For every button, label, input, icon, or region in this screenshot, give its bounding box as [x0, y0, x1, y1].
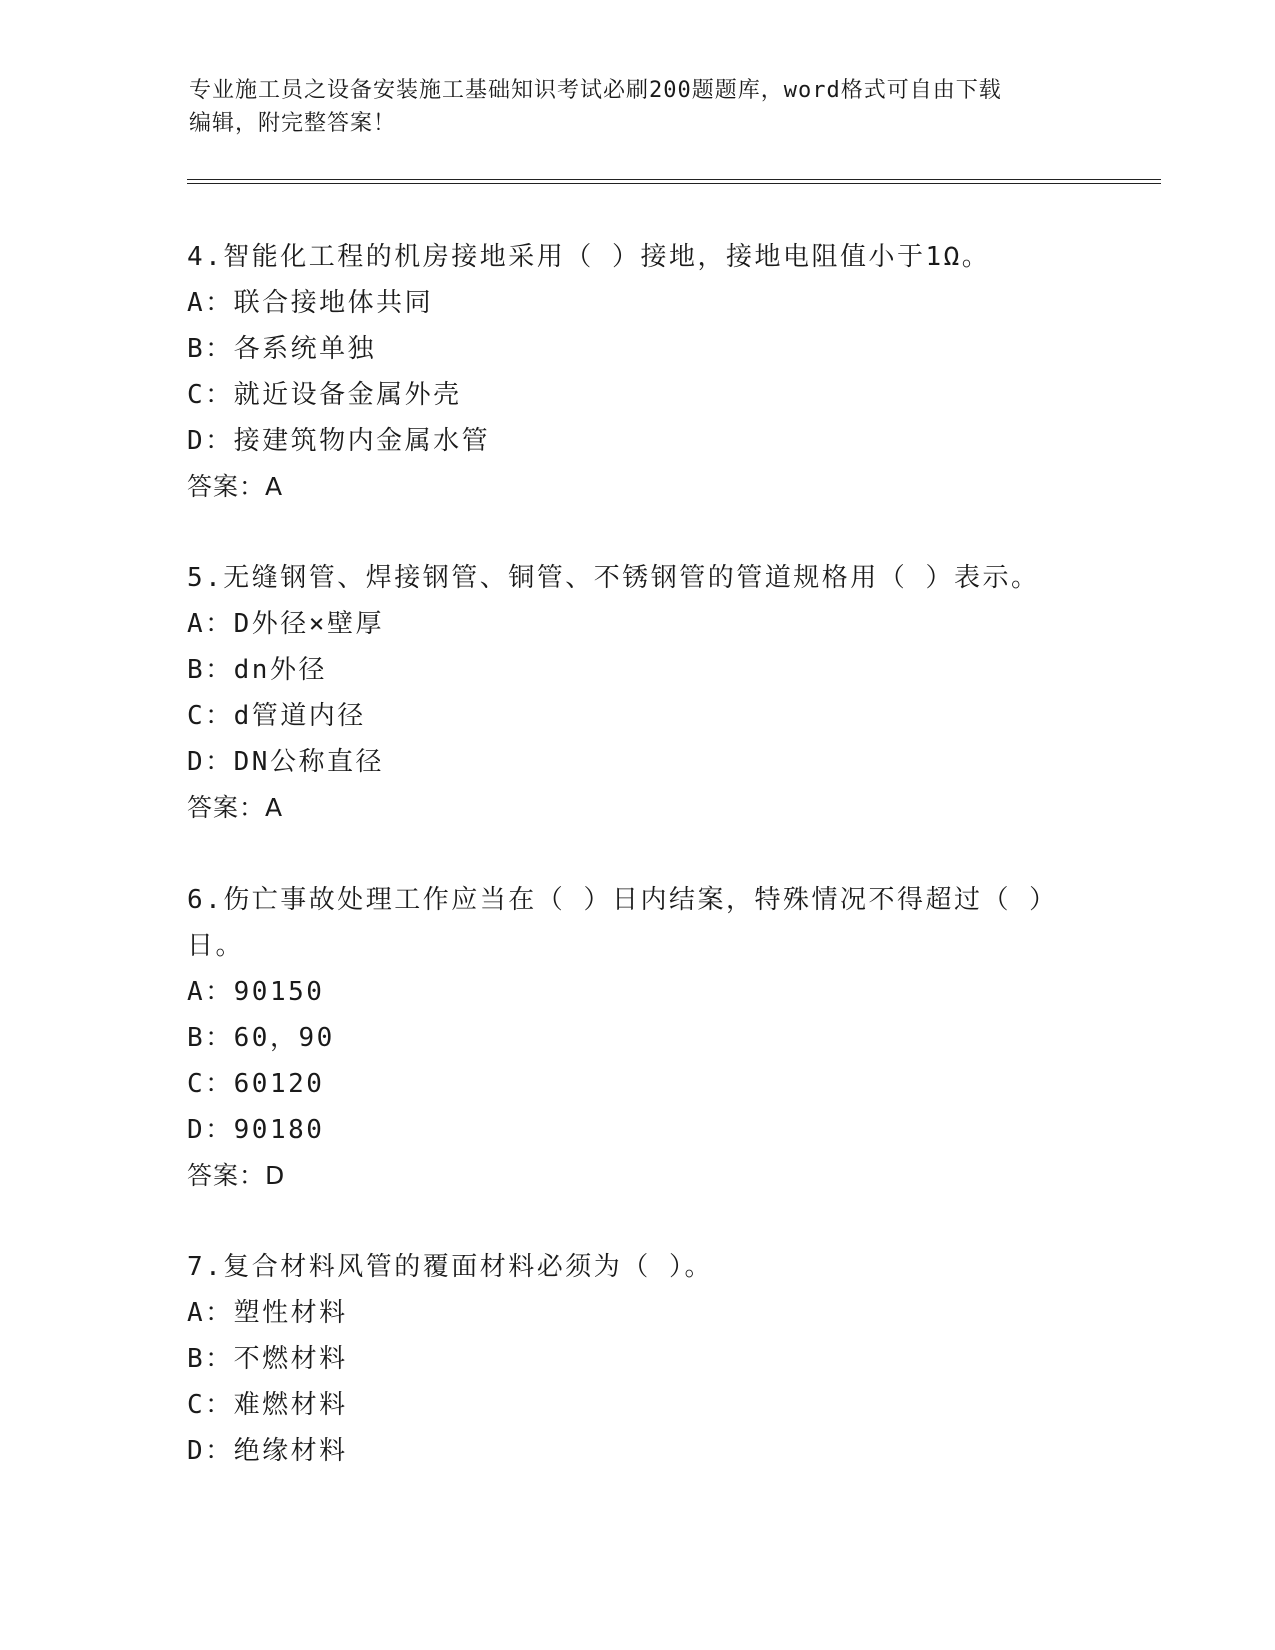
- question-5: [187, 555, 1087, 831]
- header-divider-top: [187, 179, 1161, 180]
- question-7: [187, 1244, 1087, 1474]
- option-b: B：dn外径: [187, 655, 327, 685]
- option-d: D：DN公称直径: [187, 747, 384, 777]
- option-c: C：60120: [187, 1069, 325, 1099]
- answer-line: 答案：A: [187, 472, 284, 501]
- question-4: [187, 234, 1087, 510]
- question-stem-line-2: 日。: [187, 931, 245, 961]
- option-d: D：绝缘材料: [187, 1436, 348, 1466]
- answer-line: 答案：D: [187, 1161, 286, 1190]
- question-stem-line-1: 6.伤亡事故处理工作应当在（ ）日内结案，特殊情况不得超过（ ）: [187, 885, 1058, 915]
- document-header: [189, 74, 1089, 140]
- question-stem: 5.无缝钢管、焊接钢管、铜管、不锈钢管的管道规格用（ ）表示。: [187, 563, 1040, 593]
- question-stem: 4.智能化工程的机房接地采用（ ）接地，接地电阻值小于1Ω。: [187, 242, 991, 272]
- option-a: A：联合接地体共同: [187, 288, 434, 318]
- option-d: D：接建筑物内金属水管: [187, 426, 491, 456]
- option-b: B：60，90: [187, 1023, 335, 1053]
- header-title-line-2: 编辑，附完整答案！: [189, 111, 397, 136]
- option-a: A：D外径×壁厚: [187, 609, 384, 639]
- option-b: B：各系统单独: [187, 334, 377, 364]
- option-b: B：不燃材料: [187, 1344, 348, 1374]
- option-c: C：难燃材料: [187, 1390, 348, 1420]
- header-title-line-1: 专业施工员之设备安装施工基础知识考试必刷200题题库，word格式可自由下载: [189, 78, 1002, 103]
- header-divider-bottom: [187, 183, 1161, 184]
- option-a: A：塑性材料: [187, 1298, 348, 1328]
- option-c: C：就近设备金属外壳: [187, 380, 462, 410]
- option-d: D：90180: [187, 1115, 325, 1145]
- answer-line: 答案：A: [187, 793, 284, 822]
- option-a: A：90150: [187, 977, 325, 1007]
- question-stem: 7.复合材料风管的覆面材料必须为（ ）。: [187, 1252, 713, 1282]
- option-c: C：d管道内径: [187, 701, 366, 731]
- question-6: [187, 877, 1087, 1199]
